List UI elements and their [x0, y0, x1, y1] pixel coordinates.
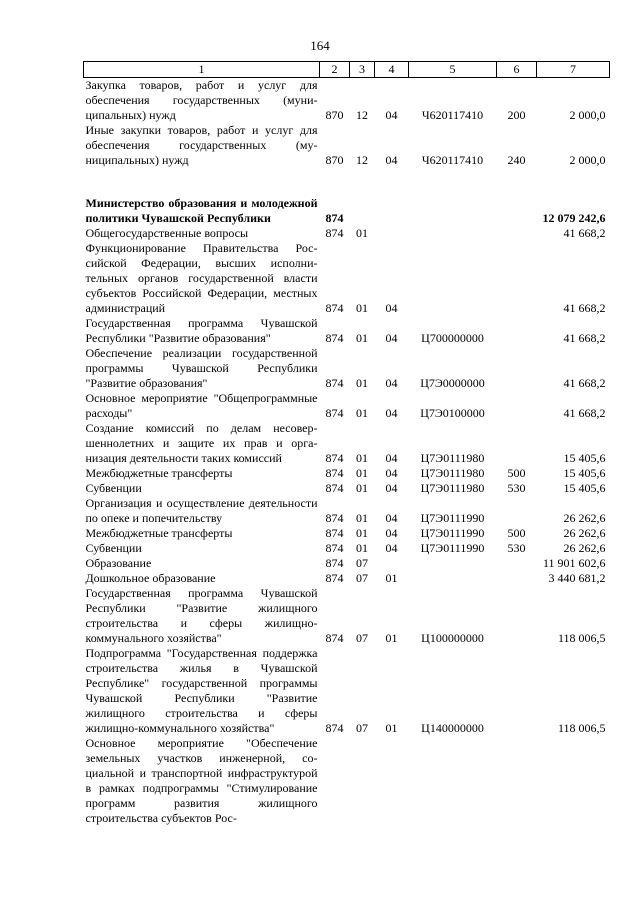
row-vr — [497, 646, 537, 736]
row-razdel: 01 — [356, 526, 368, 540]
row-csr: Ч620117410 — [421, 108, 484, 122]
row-razdel: 12 — [356, 108, 368, 122]
row-vedomstvo: 874 — [325, 481, 344, 495]
row-amount: 41 668,2 — [563, 301, 606, 315]
row-vr — [497, 226, 537, 241]
row-amount: 41 668,2 — [563, 376, 606, 390]
row-amount: 26 262,6 — [563, 541, 606, 555]
row-vr: 530 — [507, 541, 526, 555]
row-podrazdel: 04 — [385, 301, 398, 315]
spacer-row — [84, 182, 610, 196]
row-csr: Ц700000000 — [421, 331, 484, 345]
table-row — [84, 466, 610, 481]
row-vr: 530 — [507, 481, 526, 495]
row-vr — [497, 736, 537, 826]
row-vedomstvo: 870 — [325, 153, 344, 167]
row-name: Основное мероприятие "Общепрограммные расходы" — [85, 391, 318, 420]
row-csr: Ц7Э0111980 — [420, 451, 485, 465]
row-csr: Ц7Э0111990 — [420, 511, 485, 525]
table-row — [84, 496, 610, 526]
table-row — [84, 123, 610, 168]
row-vedomstvo: 874 — [325, 301, 344, 315]
header-cell-7: 7 — [537, 62, 610, 78]
row-razdel: 12 — [356, 153, 368, 167]
row-podrazdel — [375, 196, 409, 226]
row-csr — [409, 226, 497, 241]
row-name: Подпрограмма "Государственная поддержка строительства жилья в Чувашской Республике" государственной программы Чувашской Республики "Развитие жилищного строительства и сферы жилищно-коммунального хозяйства" — [85, 646, 318, 735]
table-row — [84, 736, 610, 826]
row-razdel — [350, 196, 375, 226]
row-podrazdel: 04 — [385, 108, 398, 122]
row-podrazdel: 04 — [385, 511, 398, 525]
row-name: Функционирование Правительства Российской Федерации, высших исполнительных органов государственной власти субъектов Российской Федерации, местных администраций — [85, 241, 318, 315]
row-amount: 118 006,5 — [557, 631, 606, 645]
row-vr — [497, 241, 537, 316]
row-name: Дошкольное образование — [85, 571, 216, 585]
row-amount: 15 405,6 — [563, 466, 606, 480]
row-amount: 26 262,6 — [563, 526, 606, 540]
row-vr — [497, 571, 537, 586]
budget-table — [83, 61, 610, 826]
row-vr — [497, 421, 537, 466]
row-vedomstvo: 874 — [325, 556, 344, 570]
row-vr: 500 — [507, 526, 526, 540]
table-row — [84, 391, 610, 421]
row-podrazdel: 04 — [385, 481, 398, 495]
row-amount: 12 079 242,6 — [542, 211, 606, 225]
table-row — [84, 226, 610, 241]
row-razdel: 01 — [356, 451, 368, 465]
row-amount: 11 901 602,6 — [542, 556, 606, 570]
row-podrazdel — [375, 226, 409, 241]
row-csr: Ц7Э0111980 — [420, 481, 485, 495]
spacer-cell — [84, 168, 610, 182]
row-razdel: 01 — [356, 481, 368, 495]
row-csr: Ц7Э0000000 — [420, 376, 485, 390]
row-podrazdel: 04 — [385, 406, 398, 420]
row-razdel: 07 — [356, 631, 368, 645]
row-amount: 41 668,2 — [563, 226, 606, 240]
row-razdel: 01 — [356, 331, 368, 345]
table-row — [84, 571, 610, 586]
row-amount: 118 006,5 — [557, 721, 606, 735]
row-podrazdel — [375, 736, 409, 826]
row-csr: Ц7Э0100000 — [420, 406, 485, 420]
row-name: Иные закупки товаров, работ и услуг для обеспечения государственных (муниципальных) нужд — [85, 123, 318, 167]
row-vedomstvo: 874 — [325, 226, 344, 240]
row-vedomstvo: 874 — [325, 526, 344, 540]
row-razdel: 01 — [356, 226, 368, 240]
row-vr — [497, 196, 537, 226]
header-cell-3: 3 — [350, 62, 375, 78]
row-amount: 15 405,6 — [563, 481, 606, 495]
row-name: Межбюджетные трансферты — [85, 526, 233, 540]
row-vedomstvo: 874 — [325, 571, 344, 585]
row-vr: 200 — [507, 108, 526, 122]
table-row — [84, 316, 610, 346]
row-vedomstvo: 874 — [325, 511, 344, 525]
row-razdel: 07 — [356, 571, 368, 585]
header-cell-5: 5 — [409, 62, 497, 78]
row-razdel: 01 — [356, 301, 368, 315]
row-name: Межбюджетные трансферты — [85, 466, 233, 480]
row-name: Субвенции — [85, 541, 142, 555]
row-name: Организация и осуществление деятельности по опеке и попечительству — [85, 496, 318, 525]
table-row — [84, 541, 610, 556]
header-cell-6: 6 — [497, 62, 537, 78]
row-vedomstvo: 870 — [325, 108, 344, 122]
table-row — [84, 421, 610, 466]
row-csr — [409, 736, 497, 826]
row-razdel — [350, 736, 375, 826]
row-vedomstvo: 874 — [325, 406, 344, 420]
row-vr — [497, 316, 537, 346]
row-podrazdel: 04 — [385, 466, 398, 480]
row-csr — [409, 196, 497, 226]
row-name: Обеспечение реализации государственной программы Чувашской Республики "Развитие образования" — [85, 346, 318, 390]
table-row — [84, 526, 610, 541]
row-amount: 26 262,6 — [563, 511, 606, 525]
row-name: Министерство образования и молодежной политики Чувашской Республики — [85, 196, 318, 225]
row-vr: 500 — [507, 466, 526, 480]
row-name: Создание комиссий по делам несовершеннолетних и защите их прав и организация деятельности таких комиссий — [85, 421, 318, 465]
row-amount: 41 668,2 — [563, 406, 606, 420]
row-csr: Ц7Э0111990 — [420, 526, 485, 540]
table-row — [84, 646, 610, 736]
row-csr: Ч620117410 — [421, 153, 484, 167]
row-vedomstvo: 874 — [325, 721, 344, 735]
header-cell-2: 2 — [320, 62, 350, 78]
row-vr — [497, 496, 537, 526]
row-csr: Ц7Э0111990 — [420, 541, 485, 555]
row-amount: 41 668,2 — [563, 331, 606, 345]
row-csr: Ц140000000 — [421, 721, 484, 735]
row-csr: Ц7Э0111980 — [420, 466, 485, 480]
table-row — [84, 241, 610, 316]
header-cell-4: 4 — [375, 62, 409, 78]
header-cell-1: 1 — [84, 62, 320, 78]
row-name: Общегосударственные вопросы — [85, 226, 249, 240]
row-vedomstvo: 874 — [325, 631, 344, 645]
row-podrazdel: 04 — [385, 331, 398, 345]
row-razdel: 01 — [356, 466, 368, 480]
row-podrazdel: 01 — [385, 631, 398, 645]
table-row — [84, 556, 610, 571]
row-csr — [409, 571, 497, 586]
row-name: Образование — [85, 556, 152, 570]
row-razdel: 07 — [356, 556, 368, 570]
row-amount: 2 000,0 — [569, 108, 606, 122]
row-vr — [497, 586, 537, 646]
row-podrazdel: 04 — [385, 526, 398, 540]
row-podrazdel: 04 — [385, 153, 398, 167]
spacer-cell — [84, 182, 610, 196]
spacer-row — [84, 168, 610, 182]
row-amount: 15 405,6 — [563, 451, 606, 465]
row-vedomstvo: 874 — [325, 466, 344, 480]
row-vr: 240 — [507, 153, 526, 167]
row-name: Государственная программа Чувашской Республики "Развитие образования" — [85, 316, 318, 345]
page-number: 164 — [310, 38, 330, 53]
row-vedomstvo: 874 — [325, 331, 344, 345]
table-row — [84, 196, 610, 226]
table-row — [84, 346, 610, 391]
header-row — [84, 62, 610, 78]
row-razdel: 01 — [356, 376, 368, 390]
row-csr — [409, 556, 497, 571]
row-name: Государственная программа Чувашской Республики "Развитие жилищного строительства и сферы жилищно-коммунального хозяйства" — [85, 586, 318, 645]
row-razdel: 01 — [356, 541, 368, 555]
row-vedomstvo: 874 — [325, 541, 344, 555]
row-razdel: 07 — [356, 721, 368, 735]
row-podrazdel — [375, 556, 409, 571]
row-vr — [497, 391, 537, 421]
row-razdel: 01 — [356, 406, 368, 420]
row-razdel: 01 — [356, 511, 368, 525]
row-vr — [497, 346, 537, 391]
row-podrazdel: 04 — [385, 376, 398, 390]
table-row — [84, 586, 610, 646]
table-row — [84, 481, 610, 496]
row-vedomstvo: 874 — [325, 451, 344, 465]
row-vr — [497, 556, 537, 571]
row-name: Субвенции — [85, 481, 142, 495]
row-vedomstvo: 874 — [325, 211, 344, 225]
row-csr: Ц100000000 — [421, 631, 484, 645]
row-amount: 2 000,0 — [569, 153, 606, 167]
row-vedomstvo — [320, 736, 350, 826]
row-name: Закупка товаров, работ и услуг для обеспечения государственных (муниципальных) нужд — [85, 78, 318, 122]
row-amount — [537, 736, 610, 826]
row-podrazdel: 01 — [385, 721, 398, 735]
row-amount: 3 440 681,2 — [548, 571, 606, 585]
table-row — [84, 78, 610, 124]
row-podrazdel: 04 — [385, 451, 398, 465]
row-csr — [409, 241, 497, 316]
row-name: Основное мероприятие "Обеспечение земельных участков инженерной, социальной и транспортной инфраструктурой в рамках подпрограммы "Стимулирование программ развития жилищного строительства субъектов Рос- — [85, 736, 318, 825]
row-vedomstvo: 874 — [325, 376, 344, 390]
row-podrazdel: 04 — [385, 541, 398, 555]
row-podrazdel: 01 — [385, 571, 398, 585]
